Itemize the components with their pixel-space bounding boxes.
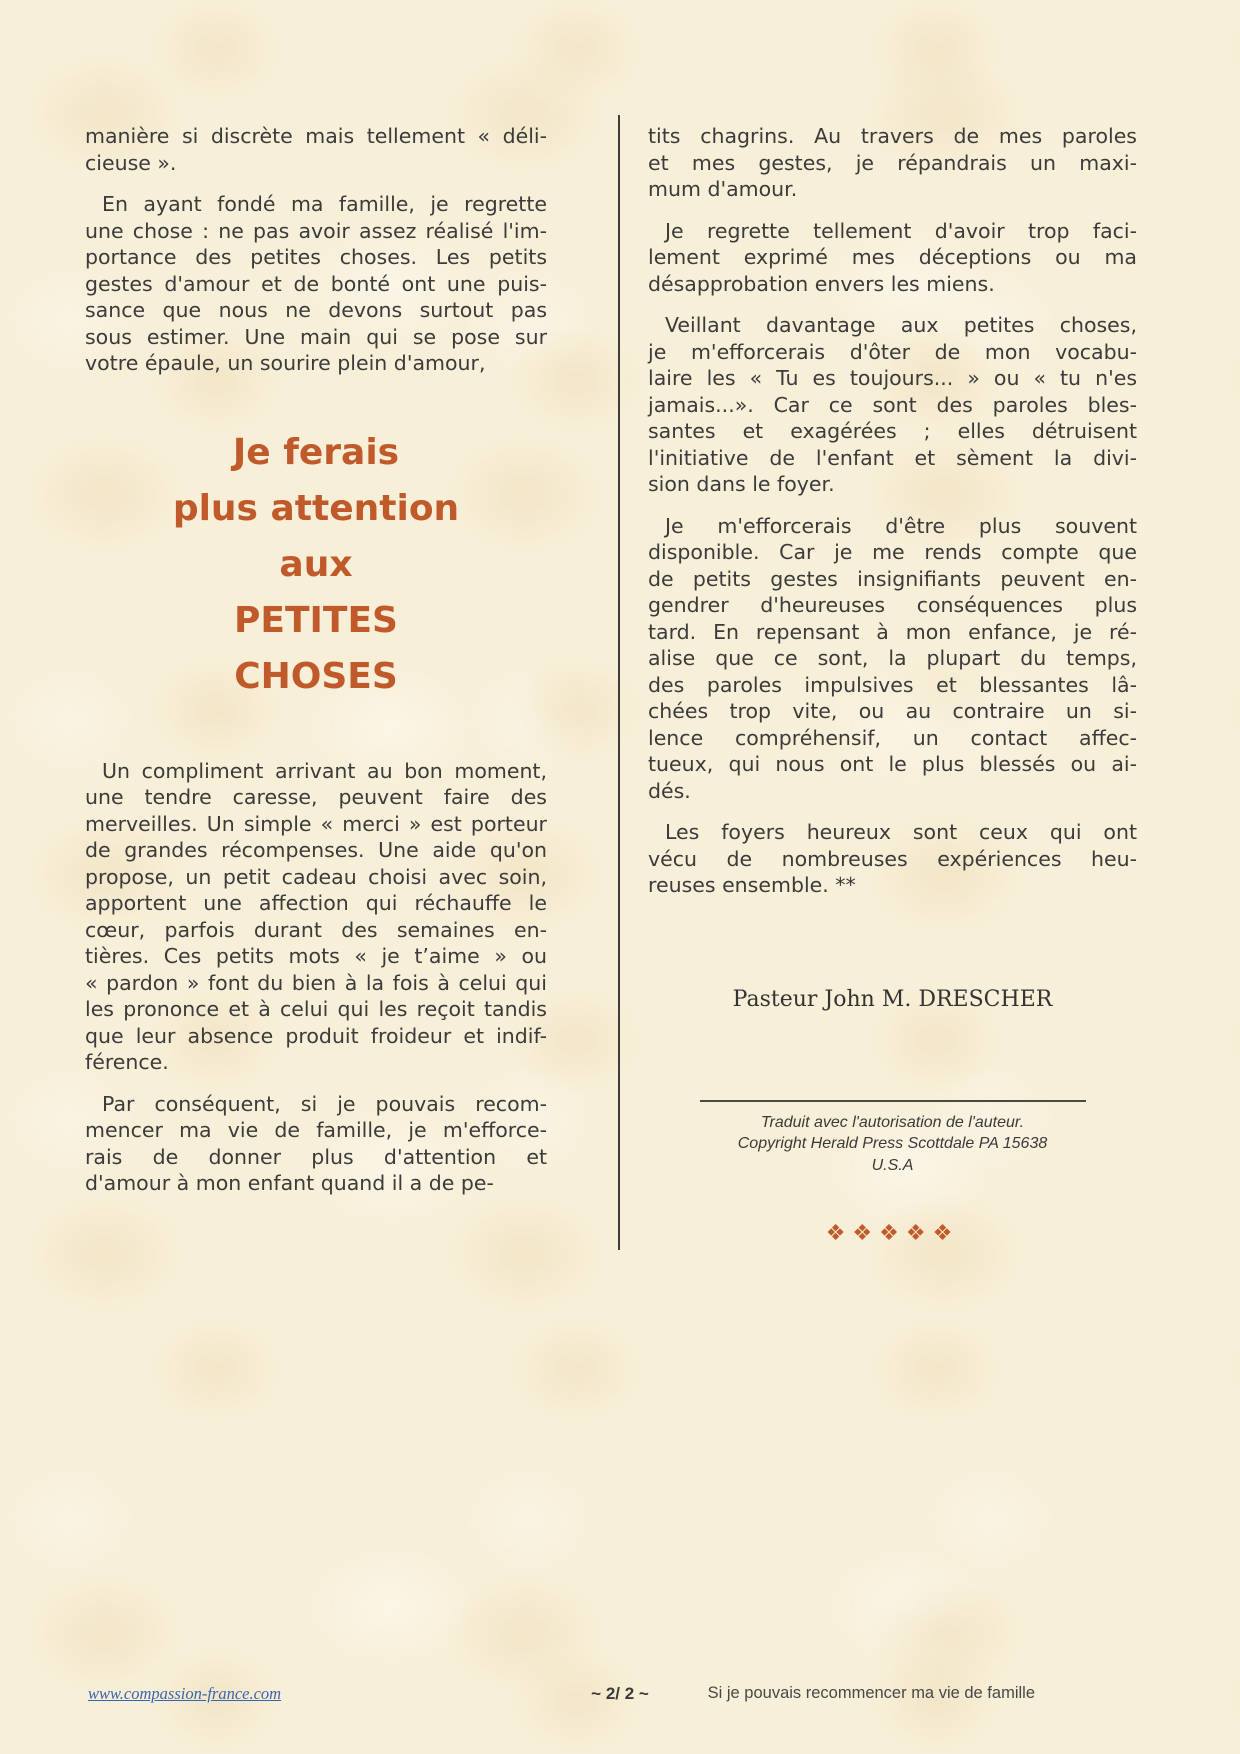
paragraph <box>85 758 547 1076</box>
text-line: Veillant davantage aux petites choses, <box>665 313 1137 337</box>
text-line: gendrer d'heureuses conséquences plus <box>648 593 1137 617</box>
text-line: dés. <box>648 778 691 803</box>
website-link[interactable]: www.compassion-france.com <box>88 1684 282 1703</box>
text-line: manière si discrète mais tellement « déli- <box>85 124 547 148</box>
copyright-line: U.S.A <box>871 1156 914 1174</box>
section-heading <box>85 425 547 705</box>
left-column <box>85 123 547 1212</box>
column-divider <box>618 115 620 1250</box>
paragraph <box>85 191 547 377</box>
text-line: disponible. Car je me rends compte que <box>648 540 1137 564</box>
text-line: laire les « Tu es toujours... » ou « tu n'es <box>648 366 1137 390</box>
heading-line: PETITES <box>233 599 398 641</box>
text-line: cieuse ». <box>85 150 177 175</box>
text-line: « pardon » font du bien à la fois à celui qui <box>85 970 547 995</box>
text-line: que leur absence produit froideur et indif- <box>85 1023 547 1048</box>
text-line: apportent une affection qui réchauffe le <box>85 891 547 915</box>
text-line: Un compliment arrivant au bon moment, <box>102 758 547 783</box>
text-line: sous estimer. Une main qui se pose sur <box>85 324 547 349</box>
text-line: santes et exagérées ; elles détruisent <box>648 419 1137 443</box>
text-line: alise que ce sont, la plupart du temps, <box>648 646 1137 670</box>
text-line: je m'efforcerais d'ôter de mon vocabu- <box>648 339 1137 364</box>
text-line: d'amour à mon enfant quand il a de pe- <box>85 1171 494 1195</box>
text-line: de grandes récompenses. Une aide qu'on <box>85 838 547 862</box>
text-line: mum d'amour. <box>648 177 798 201</box>
text-line: des paroles impulsives et blessantes lâ- <box>648 672 1137 697</box>
copyright-note <box>648 1112 1137 1177</box>
text-line: Je m'efforcerais d'être plus souvent <box>665 513 1137 538</box>
text-line: de petits gestes insignifiants peuvent en- <box>648 566 1137 591</box>
text-line: chées trop vite, ou au contraire un si- <box>648 699 1137 723</box>
copyright-line: Traduit avec l'autorisation de l'auteur. <box>760 1113 1025 1131</box>
paragraph <box>85 1091 547 1197</box>
text-line: férence. <box>85 1050 169 1074</box>
text-line: désapprobation envers les miens. <box>648 271 995 296</box>
text-line: rais de donner plus d'attention et <box>85 1144 547 1169</box>
text-line: tits chagrins. Au travers de mes paroles <box>648 124 1137 148</box>
paragraph <box>648 123 1137 203</box>
heading-line: aux <box>279 543 353 585</box>
text-line: lence compréhensif, un contact affec- <box>648 725 1137 750</box>
paragraph <box>648 819 1137 899</box>
text-line: lement exprimé mes déceptions ou ma <box>648 245 1137 269</box>
text-line: vécu de nombreuses expériences heu- <box>648 846 1137 871</box>
text-line: tard. En repensant à mon enfance, je ré- <box>648 619 1137 644</box>
text-line: Les foyers heureux sont ceux qui ont <box>665 820 1137 844</box>
paragraph <box>648 218 1137 298</box>
text-line: une tendre caresse, peuvent faire des <box>85 785 547 809</box>
heading-line: plus attention <box>172 487 460 529</box>
right-column <box>648 123 1137 1246</box>
author-attribution: Pasteur John M. DRESCHER <box>732 986 1053 1012</box>
copyright-separator <box>700 1100 1086 1102</box>
text-line: En ayant fondé ma famille, je regrette <box>102 192 547 216</box>
text-line: tueux, qui nous ont le plus blessés ou ai- <box>648 752 1137 776</box>
text-line: l'initiative de l'enfant et sèment la divi- <box>648 445 1137 470</box>
text-line: jamais...». Car ce sont des paroles bles- <box>648 392 1137 417</box>
text-line: Je regrette tellement d'avoir trop faci- <box>665 218 1137 243</box>
text-line: sion dans le foyer. <box>648 472 835 496</box>
text-line: reuses ensemble. ** <box>648 873 856 897</box>
text-line: mencer ma vie de famille, je m'efforce- <box>85 1118 547 1142</box>
heading-line: CHOSES <box>234 655 398 697</box>
copyright-line: Copyright Herald Press Scottdale PA 15638 <box>737 1135 1048 1152</box>
paragraph <box>648 513 1137 805</box>
text-line: portance des petites choses. Les petits <box>85 245 547 269</box>
diamond-ornament: ❖❖❖❖❖ <box>825 1221 960 1246</box>
text-line: votre épaule, un sourire plein d'amour, <box>85 351 486 375</box>
text-line: tières. Ces petits mots « je t’aime » ou <box>85 944 547 968</box>
text-line: les prononce et à celui qui les reçoit tandis <box>85 997 547 1021</box>
heading-line: Je ferais <box>232 431 400 473</box>
text-line: gestes d'amour et de bonté ont une puis- <box>85 271 547 296</box>
text-line: une chose : ne pas avoir assez réalisé l'im- <box>85 218 547 243</box>
footer-title: Si je pouvais recommencer ma vie de famille <box>707 1684 1035 1702</box>
paragraph <box>648 312 1137 498</box>
text-line: cœur, parfois durant des semaines en- <box>85 917 547 942</box>
text-line: et mes gestes, je répandrais un maxi- <box>648 150 1137 175</box>
text-line: sance que nous ne devons surtout pas <box>85 298 547 322</box>
paragraph <box>85 123 547 176</box>
text-line: Par conséquent, si je pouvais recom- <box>102 1091 547 1116</box>
right-column-text <box>648 123 1137 899</box>
page-number: ~ 2/ 2 ~ <box>591 1684 649 1703</box>
page-footer <box>0 1684 1240 1714</box>
text-line: propose, un petit cadeau choisi avec soin, <box>85 864 547 889</box>
text-line: merveilles. Un simple « merci » est porteur <box>85 811 547 836</box>
